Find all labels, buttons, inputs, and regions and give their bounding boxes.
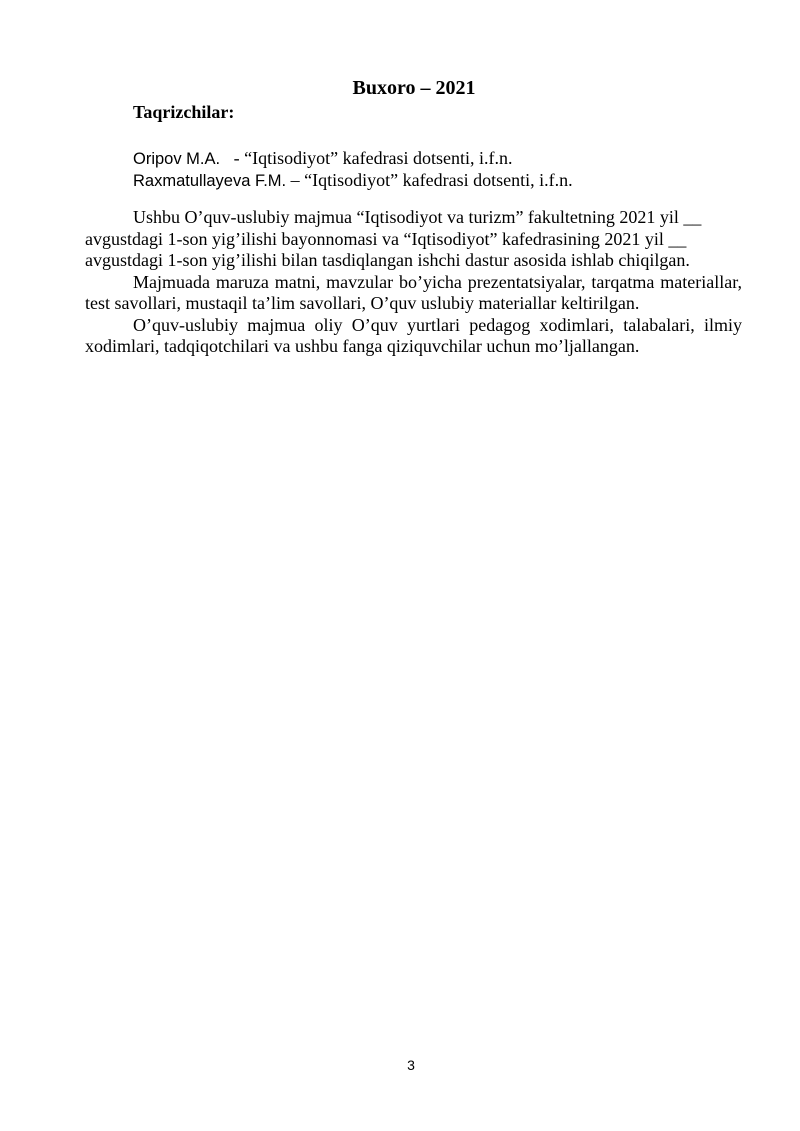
reviewer-line bbox=[133, 168, 573, 193]
reviewer-role: “Iqtisodiyot” kafedrasi dotsenti, i.f.n. bbox=[244, 148, 513, 168]
reviewer-name: Oripov M.A. bbox=[133, 150, 221, 168]
reviewer-separator: - bbox=[220, 148, 245, 168]
paragraph-audience: O’quv-uslubiy majmua oliy O’quv yurtlari pedagog xodimlari, talabalari, ilmiy xodimlari, tadqiqotchilari va ushbu fanga qiziquvchilar uchun mo’ljallangan. bbox=[85, 314, 742, 356]
page-number: 3 bbox=[407, 1057, 415, 1073]
page-title: Buxoro – 2021 bbox=[352, 77, 476, 99]
paragraph-contents: Majmuada maruza matni, mavzular bo’yicha prezentatsiyalar, tarqatma materiallar, test savollari, mustaqil ta’lim savollari, O’quv uslubiy materiallar keltirilgan. bbox=[85, 271, 742, 313]
body-text bbox=[85, 207, 742, 358]
reviewers-heading: Taqrizchilar: bbox=[133, 102, 235, 122]
reviewer-separator: – bbox=[286, 170, 305, 190]
reviewer-name: Raxmatullayeva F.M. bbox=[133, 172, 287, 190]
paragraph-approval: Ushbu O’quv-uslubiy majmua “Iqtisodiyot va turizm” fakultetning 2021 yil __ avgustdagi 1-son yig’ilishi bayonnomasi va “Iqtisodiyot” kafedrasining 2021 yil __ avgustdagi 1-son yig’ilishi bilan tasdiqlangan ishchi dastur asosida ishlab chiqilgan. bbox=[85, 207, 702, 270]
reviewer-role: “Iqtisodiyot” kafedrasi dotsenti, i.f.n. bbox=[304, 170, 573, 190]
